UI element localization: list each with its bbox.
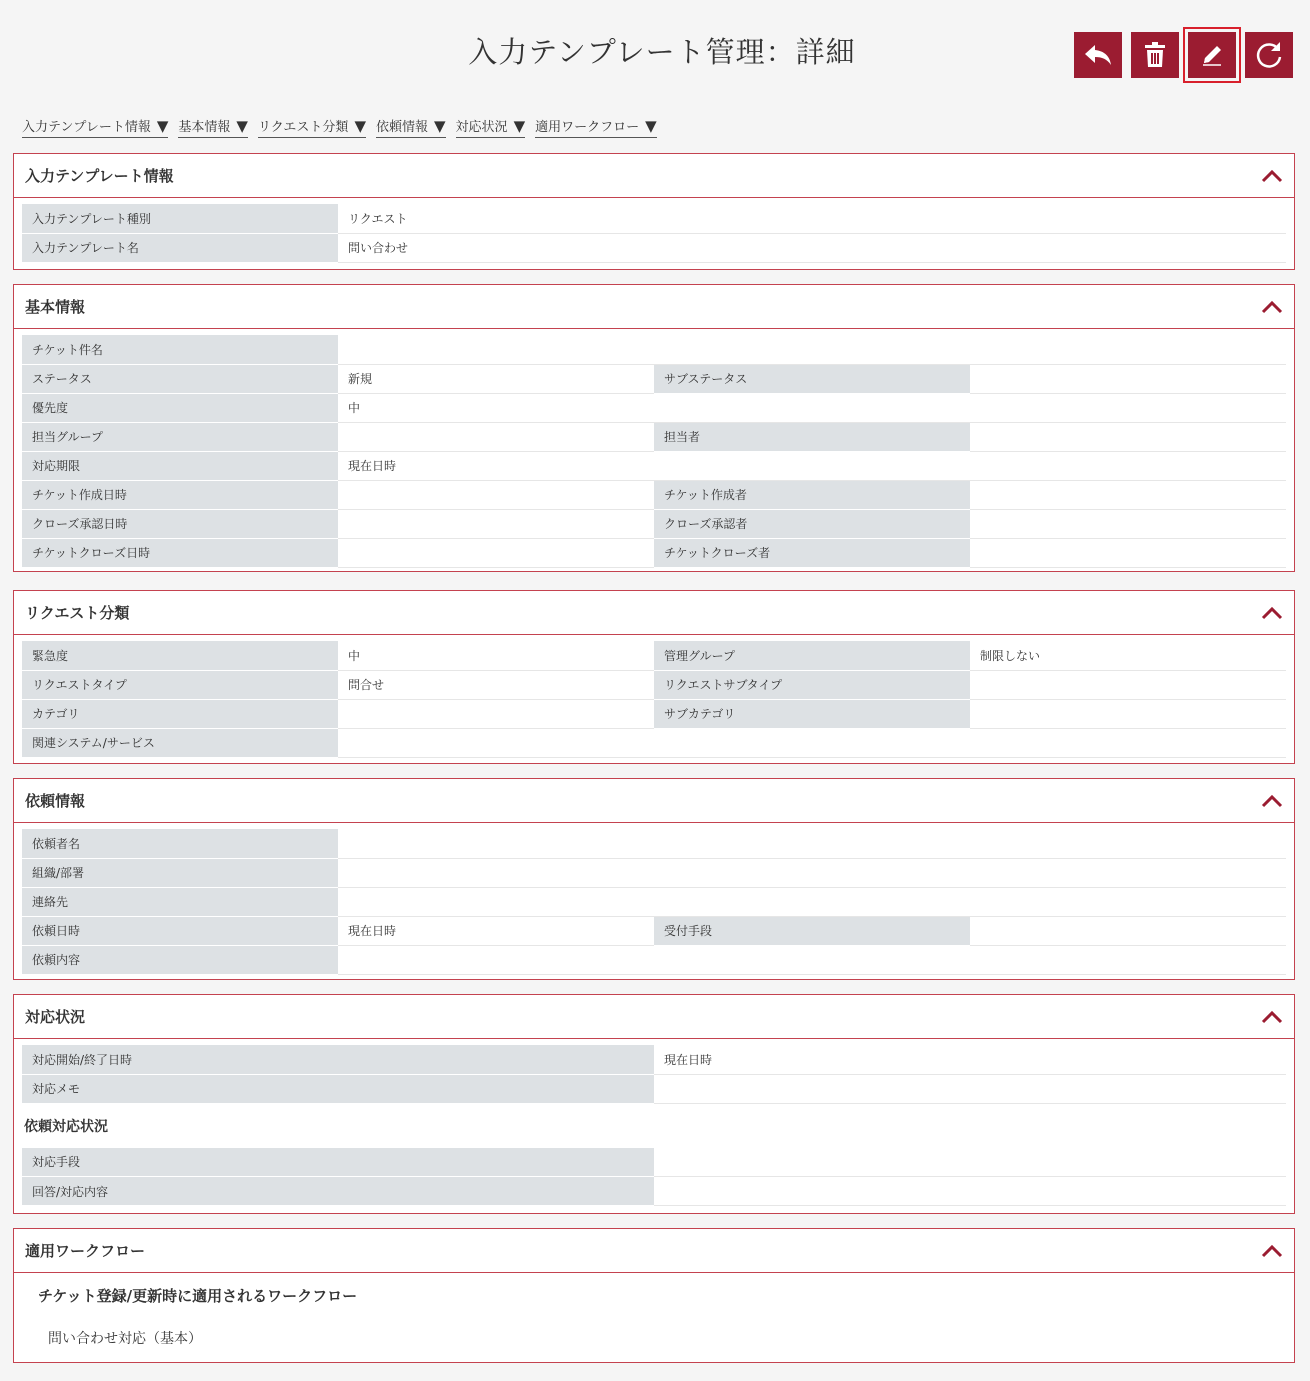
- trash-icon: [1144, 42, 1166, 68]
- table-row: [22, 670, 1286, 699]
- caret-down-icon: ▼: [236, 116, 248, 135]
- caret-down-icon: ▼: [354, 116, 366, 135]
- table-row: [22, 451, 1286, 480]
- anchor-label: 対応状況: [455, 120, 508, 135]
- field-label: 対応開始/終了日時: [22, 1045, 654, 1074]
- reload-button[interactable]: [1245, 32, 1293, 78]
- edit-button[interactable]: [1188, 32, 1236, 78]
- field-label: 管理グループ: [654, 641, 970, 670]
- chevron-up-icon[interactable]: [1261, 300, 1283, 314]
- request-class-table: [22, 641, 1286, 758]
- chevron-up-icon[interactable]: [1261, 169, 1283, 183]
- table-row: [22, 699, 1286, 728]
- caret-down-icon: ▼: [434, 116, 446, 135]
- field-label: チケット件名: [22, 335, 338, 364]
- anchor-label: 基本情報: [178, 120, 231, 135]
- workflow-item: 問い合わせ対応（基本）: [48, 1331, 202, 1347]
- field-value: [338, 538, 654, 567]
- field-value: [970, 364, 1286, 393]
- section-header: [14, 779, 1294, 823]
- field-label: 対応メモ: [22, 1074, 654, 1103]
- field-label: 関連システム/サービス: [22, 728, 338, 757]
- field-label: サブステータス: [654, 364, 970, 393]
- anchor-template[interactable]: [22, 116, 168, 138]
- workflow-heading: チケット登録/更新時に適用されるワークフロー: [38, 1287, 358, 1305]
- field-value: [338, 699, 654, 728]
- table-row: [22, 829, 1286, 858]
- back-button[interactable]: [1074, 32, 1122, 78]
- table-row: [22, 538, 1286, 567]
- table-row: [22, 1177, 1286, 1206]
- table-row: [22, 887, 1286, 916]
- field-value: 問合せ: [338, 670, 654, 699]
- field-label: チケット作成者: [654, 480, 970, 509]
- section-title: 入力テンプレート情報: [25, 167, 174, 185]
- table-row: [22, 364, 1286, 393]
- field-value: [338, 829, 1286, 858]
- field-value: 問い合わせ: [338, 233, 1286, 262]
- field-value: 制限しない: [970, 641, 1286, 670]
- anchor-workflow[interactable]: [535, 116, 657, 138]
- section-title: 基本情報: [25, 298, 86, 316]
- section-basic-info: [13, 284, 1295, 572]
- field-label: リクエストサブタイプ: [654, 670, 970, 699]
- field-value: 中: [338, 641, 654, 670]
- field-value: [970, 538, 1286, 567]
- section-client-info: [13, 778, 1295, 980]
- field-value: [338, 945, 1286, 974]
- field-value: リクエスト: [338, 204, 1286, 233]
- section-template-info: [13, 153, 1295, 270]
- field-value: 現在日時: [338, 451, 1286, 480]
- field-label: 組織/部署: [22, 858, 338, 887]
- anchor-status[interactable]: [456, 116, 526, 138]
- table-row: [22, 1074, 1286, 1103]
- caret-down-icon: ▼: [156, 116, 169, 135]
- response-status-table: [22, 1148, 1286, 1207]
- field-value: [338, 335, 1286, 364]
- field-label: 緊急度: [22, 641, 338, 670]
- table-row: [22, 858, 1286, 887]
- table-row: [22, 480, 1286, 509]
- table-row: [22, 393, 1286, 422]
- anchor-label: 依頼情報: [375, 120, 428, 135]
- subsection-title: 依頼対応状況: [24, 1118, 108, 1135]
- field-label: チケットクローズ日時: [22, 538, 338, 567]
- field-label: 担当グループ: [22, 422, 338, 451]
- field-value: 新規: [338, 364, 654, 393]
- basic-info-table: [22, 335, 1286, 568]
- page-title: 入力テンプレート管理：詳細: [468, 35, 856, 69]
- field-value: [654, 1177, 1286, 1206]
- field-value: [970, 670, 1286, 699]
- section-request-class: [13, 590, 1295, 764]
- caret-down-icon: ▼: [645, 116, 657, 135]
- table-row: [22, 509, 1286, 538]
- field-label: 対応手段: [22, 1148, 654, 1177]
- field-value: [654, 1148, 1286, 1177]
- field-value: [338, 509, 654, 538]
- section-header: [14, 591, 1294, 635]
- field-value: [654, 1074, 1286, 1103]
- anchor-client[interactable]: [376, 116, 446, 138]
- toolbar: [1074, 32, 1302, 78]
- field-value: 中: [338, 393, 1286, 422]
- pencil-icon: [1200, 43, 1224, 67]
- section-workflow: [13, 1228, 1295, 1363]
- field-value: [970, 699, 1286, 728]
- field-value: 現在日時: [338, 916, 654, 945]
- field-label: 回答/対応内容: [22, 1177, 654, 1206]
- field-label: 依頼内容: [22, 945, 338, 974]
- section-header: [14, 995, 1294, 1039]
- field-label: カテゴリ: [22, 699, 338, 728]
- table-row: [22, 945, 1286, 974]
- table-row: [22, 335, 1286, 364]
- field-label: チケットクローズ者: [654, 538, 970, 567]
- field-label: サブカテゴリ: [654, 699, 970, 728]
- field-label: 依頼者名: [22, 829, 338, 858]
- field-label: 受付手段: [654, 916, 970, 945]
- field-label: クローズ承認日時: [22, 509, 338, 538]
- field-label: 入力テンプレート種別: [22, 204, 338, 233]
- field-value: [970, 480, 1286, 509]
- field-value: [338, 728, 1286, 757]
- chevron-up-icon[interactable]: [1261, 1010, 1283, 1024]
- anchor-label: 入力テンプレート情報: [22, 120, 151, 135]
- anchor-label: リクエスト分類: [257, 120, 349, 135]
- anchor-basic[interactable]: [178, 116, 248, 138]
- field-value: [338, 887, 1286, 916]
- table-row: [22, 728, 1286, 757]
- template-info-table: [22, 204, 1286, 263]
- reply-icon: [1084, 43, 1112, 67]
- anchor-request[interactable]: [258, 116, 366, 138]
- field-label: 対応期限: [22, 451, 338, 480]
- field-label: ステータス: [22, 364, 338, 393]
- field-label: 入力テンプレート名: [22, 233, 338, 262]
- field-label: チケット作成日時: [22, 480, 338, 509]
- section-anchor-nav: [22, 116, 667, 138]
- status-table: [22, 1045, 1286, 1104]
- field-value: [970, 916, 1286, 945]
- table-row: [22, 1148, 1286, 1177]
- field-value: 現在日時: [654, 1045, 1286, 1074]
- field-value: [970, 422, 1286, 451]
- caret-down-icon: ▼: [513, 116, 526, 135]
- delete-button[interactable]: [1131, 32, 1179, 78]
- chevron-up-icon[interactable]: [1261, 1244, 1283, 1258]
- section-title: リクエスト分類: [25, 604, 130, 622]
- table-row: [22, 1045, 1286, 1074]
- table-row: [22, 204, 1286, 233]
- field-value: [338, 858, 1286, 887]
- table-row: [22, 641, 1286, 670]
- field-value: [338, 480, 654, 509]
- table-row: [22, 233, 1286, 262]
- table-row: [22, 916, 1286, 945]
- anchor-label: 適用ワークフロー: [535, 120, 640, 135]
- field-label: リクエストタイプ: [22, 670, 338, 699]
- section-header: [14, 1229, 1294, 1273]
- chevron-up-icon[interactable]: [1261, 794, 1283, 808]
- field-label: 優先度: [22, 393, 338, 422]
- chevron-up-icon[interactable]: [1261, 606, 1283, 620]
- field-label: 連絡先: [22, 887, 338, 916]
- field-label: 担当者: [654, 422, 970, 451]
- section-header: [14, 285, 1294, 329]
- section-title: 対応状況: [25, 1008, 86, 1026]
- table-row: [22, 422, 1286, 451]
- field-value: [338, 422, 654, 451]
- section-header: [14, 154, 1294, 198]
- field-label: 依頼日時: [22, 916, 338, 945]
- client-info-table: [22, 829, 1286, 975]
- field-value: [970, 509, 1286, 538]
- section-title: 依頼情報: [25, 792, 86, 810]
- section-title: 適用ワークフロー: [25, 1242, 146, 1260]
- field-label: クローズ承認者: [654, 509, 970, 538]
- section-status: [13, 994, 1295, 1214]
- refresh-icon: [1254, 40, 1284, 70]
